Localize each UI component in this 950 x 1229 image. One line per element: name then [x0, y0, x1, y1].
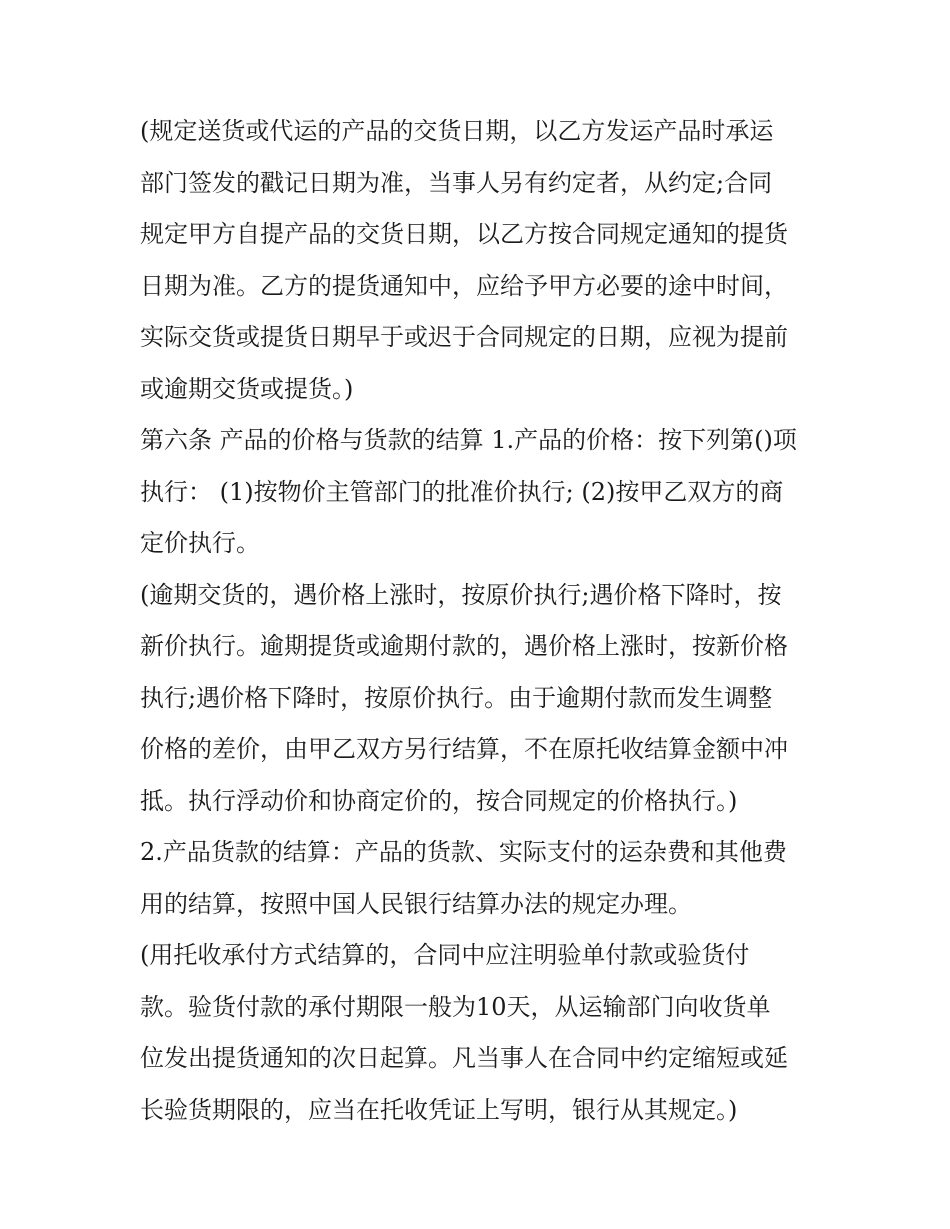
text-line: 长验货期限的，应当在托收凭证上写明，银行从其规定。) [140, 1095, 738, 1124]
text-line: 抵。执行浮动价和协商定价的，按合同规定的价格执行。) [140, 786, 738, 815]
text-line: (规定送货或代运的产品的交货日期，以乙方发运产品时承运 [140, 117, 774, 145]
paragraph-collection-acceptance-note [140, 930, 820, 1136]
text-line: 款。验货付款的承付期限一般为10天，从运输部门向收货单 [140, 992, 771, 1021]
text-line: 新价执行。逾期提货或逾期付款的，遇价格上涨时，按新价格 [140, 632, 788, 660]
paragraph-payment-settlement [140, 827, 820, 930]
paragraph-delivery-date-note [140, 106, 820, 415]
text-line: 执行;遇价格下降时，按原价执行。由于逾期付款而发生调整 [140, 683, 773, 712]
text-line: 日期为准。乙方的提货通知中，应给予甲方必要的途中时间， [140, 271, 788, 300]
text-line: 部门签发的戳记日期为准，当事人另有约定者，从约定;合同 [140, 168, 773, 197]
text-line: 价格的差价，由甲乙双方另行结算，不在原托收结算金额中冲 [140, 735, 788, 763]
text-line: 定价执行。 [140, 529, 260, 557]
document-body [140, 106, 820, 1136]
text-line: 执行： (1)按物价主管部门的批准价执行; (2)按甲乙双方的商 [140, 477, 784, 506]
text-line: 第六条 产品的价格与货款的结算 1.产品的价格：按下列第()项 [140, 426, 797, 454]
text-line: 或逾期交货或提货。) [140, 374, 354, 403]
text-line: (用托收承付方式结算的，合同中应注明验单付款或验货付 [140, 941, 750, 969]
text-line: 位发出提货通知的次日起算。凡当事人在合同中约定缩短或延 [140, 1044, 788, 1072]
text-line: (逾期交货的，遇价格上涨时，按原价执行;遇价格下降时，按 [140, 580, 782, 609]
text-line: 用的结算，按照中国人民银行结算办法的规定办理。 [140, 889, 692, 918]
text-line: 2.产品货款的结算：产品的货款、实际支付的运杂费和其他费 [140, 838, 787, 866]
paragraph-article-six [140, 415, 820, 570]
text-line: 规定甲方自提产品的交货日期，以乙方按合同规定通知的提货 [140, 220, 788, 248]
text-line: 实际交货或提货日期早于或迟于合同规定的日期，应视为提前 [140, 323, 788, 351]
paragraph-price-adjustment-note [140, 570, 820, 828]
